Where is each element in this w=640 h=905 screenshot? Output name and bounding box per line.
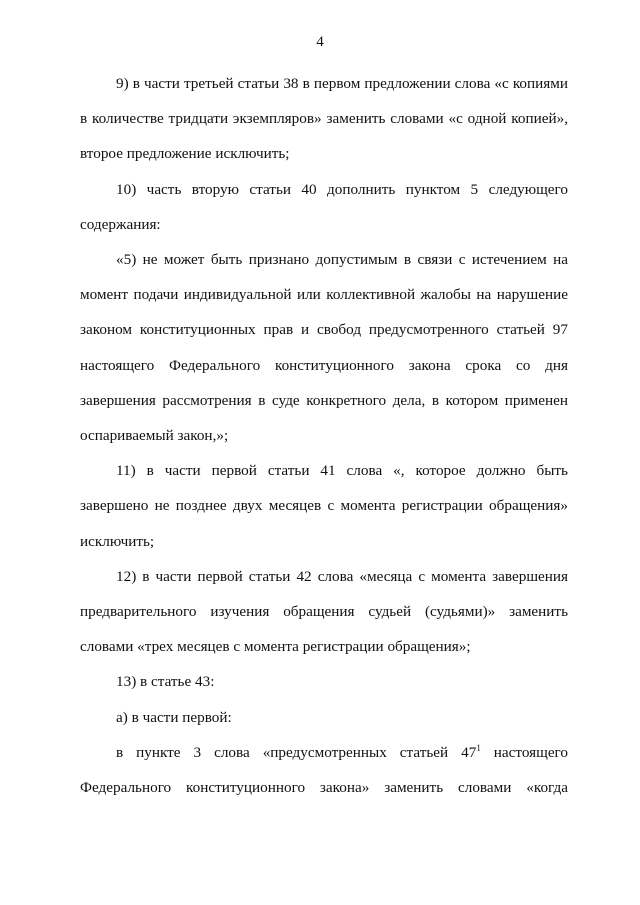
text-line: 11) в части первой статьи 41 слова «, которое должно быть [116, 462, 568, 480]
text-line: предварительного изучения обращения судьей (судьями)» заменить [80, 603, 568, 621]
paragraph-item-11 [80, 453, 568, 559]
text-line: оспариваемый закон,»; [80, 427, 229, 445]
text-line: а) в части первой: [116, 708, 232, 726]
paragraph-point-3 [80, 735, 568, 805]
paragraph-quoted-item-5 [80, 242, 568, 453]
text-line: «5) не может быть признано допустимым в связи с истечением на [116, 251, 568, 269]
text-line: 10) часть вторую статьи 40 дополнить пунктом 5 следующего [116, 180, 568, 198]
text-line [80, 735, 568, 770]
text-line: второе предложение исключить; [80, 145, 290, 163]
text-line: словами «трех месяцев с момента регистрации обращения»; [80, 638, 471, 656]
paragraph-item-13 [80, 664, 568, 699]
text-fragment: настоящего [480, 743, 569, 761]
text-line: момент подачи индивидуальной или коллективной жалобы на нарушение [80, 286, 568, 304]
text-line: содержания: [80, 215, 161, 233]
text-line: 13) в статье 43: [116, 673, 215, 691]
text-line: настоящего Федерального конституционного закона срока со дня [80, 356, 568, 374]
text-line: завершено не позднее двух месяцев с момента регистрации обращения» [80, 497, 568, 515]
text-line: Федерального конституционного закона» заменить словами «когда [80, 779, 568, 797]
text-line: исключить; [80, 532, 155, 550]
superscript-index: 1 [476, 742, 481, 753]
text-line: 9) в части третьей статьи 38 в первом предложении слова «с копиями [116, 75, 568, 92]
paragraph-item-9 [80, 66, 568, 172]
text-line: 12) в части первой статьи 42 слова «месяца с момента завершения [116, 567, 568, 585]
paragraph-item-12 [80, 559, 568, 665]
paragraph-subitem-a [80, 700, 568, 735]
text-line: законом конституционных прав и свобод предусмотренного статьей 97 [80, 321, 568, 339]
text-line: в количестве тридцати экземпляров» заменить словами «с одной копией», [80, 110, 568, 128]
page-number: 4 [316, 34, 324, 50]
paragraph-item-10 [80, 172, 568, 242]
document-body [80, 66, 568, 805]
text-line: завершения рассмотрения в суде конкретного дела, в котором применен [80, 391, 568, 409]
text-fragment: в пункте 3 слова «предусмотренных статьей 47 [116, 743, 477, 761]
